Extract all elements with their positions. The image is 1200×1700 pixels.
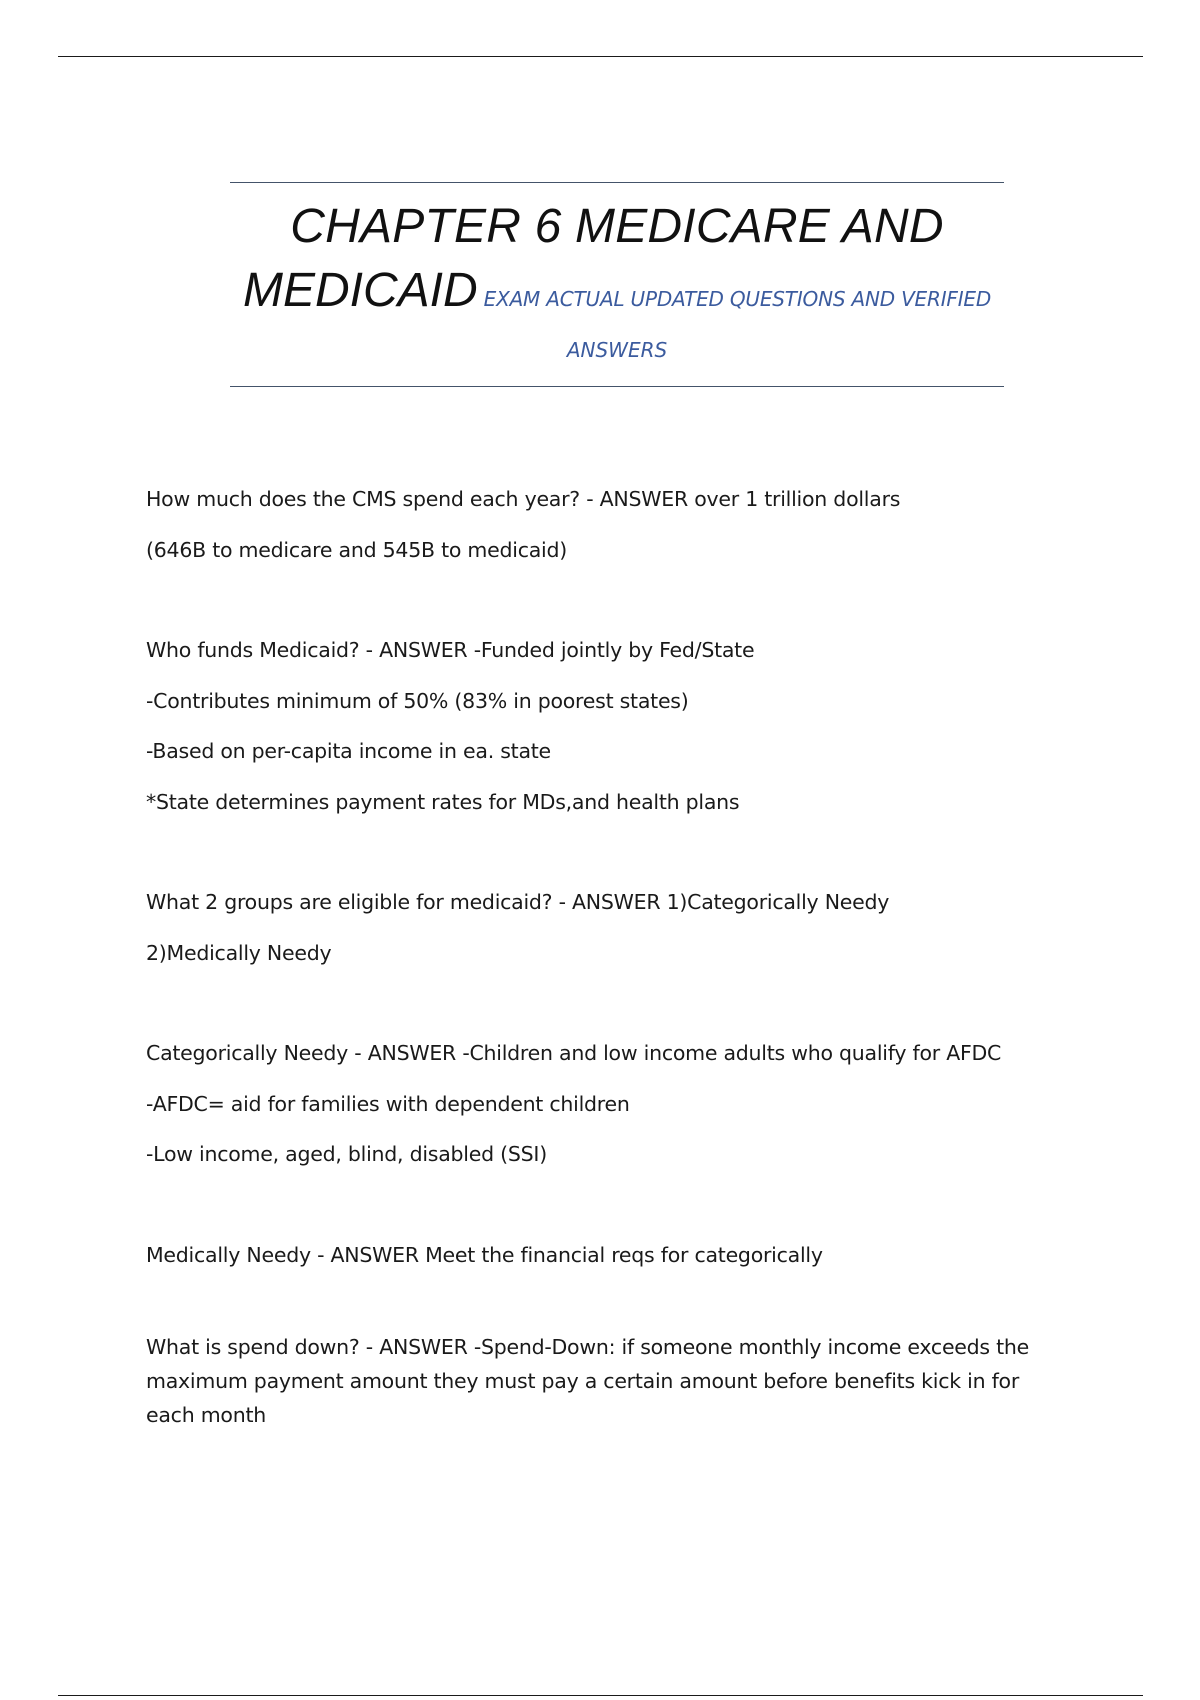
title-rule-lower bbox=[230, 386, 1004, 387]
qa-line: *State determines payment rates for MDs,and health plans bbox=[146, 789, 740, 814]
qa-line: -AFDC= aid for families with dependent children bbox=[146, 1091, 630, 1116]
document-subtitle-cont: ANSWERS bbox=[566, 338, 668, 362]
page-top-rule bbox=[58, 56, 1143, 57]
qa-item bbox=[146, 877, 1066, 978]
qa-line: How much does the CMS spend each year? - ANSWER over 1 trillion dollars bbox=[146, 487, 901, 511]
title-rule-upper bbox=[230, 182, 1004, 183]
document-title-line1: CHAPTER 6 MEDICARE AND bbox=[290, 200, 944, 253]
qa-line: Who funds Medicaid? - ANSWER -Funded jointly by Fed/State bbox=[146, 638, 755, 662]
page-bottom-rule bbox=[58, 1695, 1143, 1696]
qa-content bbox=[146, 474, 1066, 1432]
document-title-line2 bbox=[230, 259, 1004, 334]
qa-line: (646B to medicare and 545B to medicaid) bbox=[146, 537, 568, 562]
qa-line: Categorically Needy - ANSWER -Children and low income adults who qualify for AFDC bbox=[146, 1041, 1002, 1065]
qa-line: -Contributes minimum of 50% (83% in poorest states) bbox=[146, 688, 689, 713]
qa-line: -Low income, aged, blind, disabled (SSI) bbox=[146, 1142, 547, 1166]
qa-item bbox=[146, 625, 1066, 827]
qa-spend-down: What is spend down? - ANSWER -Spend-Down: if someone monthly income exceeds the maximum payment amount they must pay a certain amount before benefits kick in for each month bbox=[146, 1335, 1030, 1427]
qa-line: What 2 groups are eligible for medicaid? - ANSWER 1)Categorically Needy bbox=[146, 890, 890, 914]
qa-line: 2)Medically Needy bbox=[146, 940, 332, 965]
title-block bbox=[230, 182, 1004, 387]
qa-item bbox=[146, 1230, 1066, 1281]
document-title-medicaid: MEDICAID bbox=[242, 264, 478, 317]
qa-line: -Based on per-capita income in ea. state bbox=[146, 739, 551, 763]
qa-item bbox=[146, 1028, 1066, 1180]
qa-item bbox=[146, 474, 1066, 575]
qa-line: Medically Needy - ANSWER Meet the financial reqs for categorically bbox=[146, 1242, 823, 1267]
document-subtitle: EXAM ACTUAL UPDATED QUESTIONS AND VERIFIED bbox=[483, 287, 992, 311]
